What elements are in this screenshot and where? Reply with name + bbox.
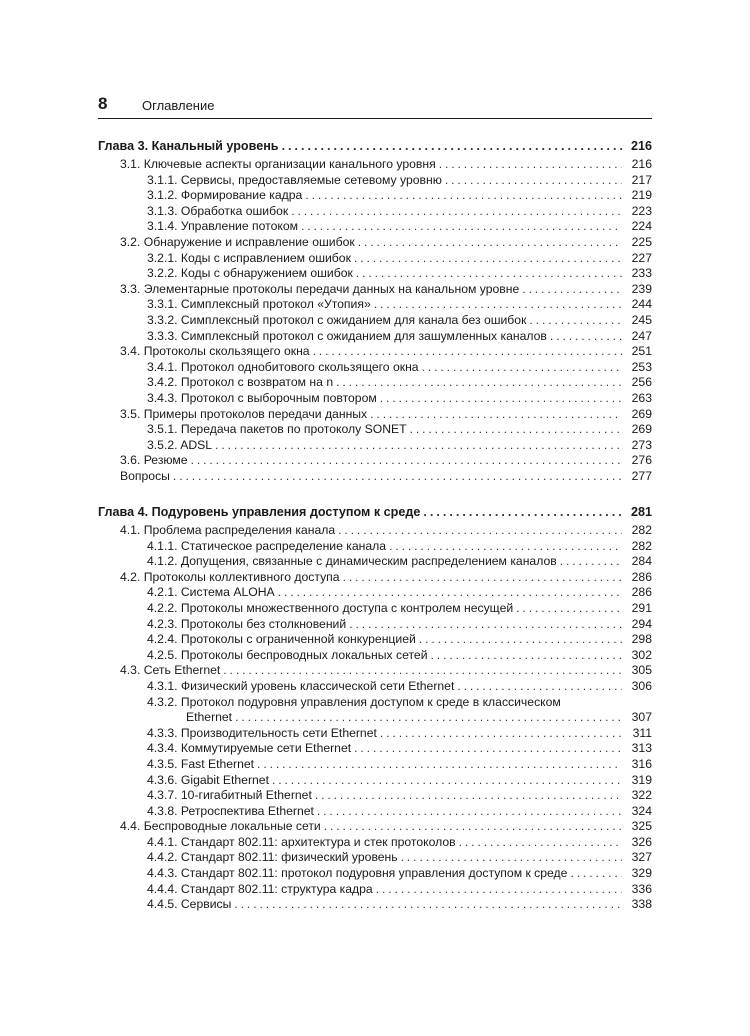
toc-entry[interactable]	[98, 617, 652, 633]
dot-leader	[349, 617, 622, 633]
dot-leader	[324, 819, 622, 835]
toc-entry[interactable]	[98, 757, 652, 773]
toc-entry[interactable]	[98, 788, 652, 804]
page-ref: 319	[622, 773, 652, 789]
toc-entry[interactable]	[98, 601, 652, 617]
entry-title: 4.3.5. Fast Ethernet	[147, 757, 257, 773]
chapter-title: Глава 4. Подуровень управления доступом к среде	[98, 503, 423, 521]
toc-entry[interactable]	[98, 188, 652, 204]
toc-entry[interactable]	[98, 570, 652, 586]
page-ref: 217	[622, 173, 652, 189]
toc-entry[interactable]	[98, 882, 652, 898]
entry-title: 3.2.2. Коды с обнаружением ошибок	[147, 266, 356, 282]
page-ref: 327	[622, 850, 652, 866]
page-ref: 225	[622, 235, 652, 251]
entry-title: 4.4.4. Стандарт 802.11: структура кадра	[147, 882, 376, 898]
dot-leader	[234, 897, 622, 913]
toc-entry[interactable]	[98, 648, 652, 664]
entry-title: 3.4. Протоколы скользящего окна	[120, 344, 313, 360]
toc-entry[interactable]	[98, 819, 652, 835]
toc-entry[interactable]	[98, 695, 652, 711]
dot-leader	[422, 360, 622, 376]
toc-entry[interactable]	[98, 329, 652, 345]
entry-title: 4.1.1. Статическое распределение канала	[147, 539, 389, 555]
page-ref: 227	[622, 251, 652, 267]
dot-leader	[343, 570, 622, 586]
toc-entry[interactable]	[98, 663, 652, 679]
page-ref: 286	[622, 585, 652, 601]
chapter-heading[interactable]	[98, 137, 652, 155]
page-ref: 325	[622, 819, 652, 835]
entry-title: 3.2.1. Коды с исправлением ошибок	[147, 251, 354, 267]
entry-title: 4.4.5. Сервисы	[147, 897, 234, 913]
page-ref: 311	[622, 726, 652, 742]
dot-leader	[317, 804, 622, 820]
toc-entry[interactable]	[98, 360, 652, 376]
dot-leader	[389, 539, 622, 555]
page-ref: 316	[622, 757, 652, 773]
page-ref: 338	[622, 897, 652, 913]
entry-title: 3.5.1. Передача пакетов по протоколу SONET	[147, 422, 410, 438]
entry-title: 4.4. Беспроводные локальные сети	[120, 819, 324, 835]
entry-title: 4.4.3. Стандарт 802.11: протокол подуровня управления доступом к среде	[147, 866, 570, 882]
page-ref: 216	[622, 137, 652, 155]
dot-leader	[529, 313, 622, 329]
entry-title: 3.3.2. Симплексный протокол с ожиданием для канала без ошибок	[147, 313, 529, 329]
toc-entry[interactable]	[98, 741, 652, 757]
entry-title: 3.1.3. Обработка ошибок	[147, 204, 291, 220]
entry-title: 4.3.1. Физический уровень классической сети Ethernet	[147, 679, 457, 695]
toc-entry[interactable]	[98, 235, 652, 251]
entry-title: 3.1. Ключевые аспекты организации канального уровня	[120, 157, 439, 173]
toc-entry[interactable]	[98, 679, 652, 695]
entry-title: 4.3.3. Производительность сети Ethernet	[147, 726, 380, 742]
toc-entry[interactable]	[98, 438, 652, 454]
dot-leader	[354, 741, 622, 757]
page-ref: 326	[622, 835, 652, 851]
toc-entry[interactable]	[98, 391, 652, 407]
entry-title: 3.4.3. Протокол с выборочным повтором	[147, 391, 380, 407]
page-ref: 298	[622, 632, 652, 648]
entry-title: 3.3. Элементарные протоколы передачи данных на канальном уровне	[120, 282, 522, 298]
dot-leader	[380, 726, 622, 742]
page-ref: 306	[622, 679, 652, 695]
dot-leader	[235, 710, 622, 726]
page-ref: 239	[622, 282, 652, 298]
entry-title: 4.2.5. Протоколы беспроводных локальных сетей	[147, 648, 431, 664]
dot-leader	[191, 453, 622, 469]
entry-title: 4.2. Протоколы коллективного доступа	[120, 570, 343, 586]
page-ref: 313	[622, 741, 652, 757]
page-ref: 256	[622, 375, 652, 391]
page-ref: 233	[622, 266, 652, 282]
dot-leader	[354, 251, 622, 267]
entry-title: 3.1.1. Сервисы, предоставляемые сетевому уровню	[147, 173, 445, 189]
page-ref: 216	[622, 157, 652, 173]
dot-leader	[301, 219, 622, 235]
running-title: Оглавление	[142, 98, 215, 113]
toc-entry-continuation[interactable]	[98, 710, 652, 726]
dot-leader	[457, 679, 622, 695]
toc-entry[interactable]	[98, 375, 652, 391]
page-ref: 276	[622, 453, 652, 469]
dot-leader	[522, 282, 622, 298]
entry-title: 4.3.7. 10-гигабитный Ethernet	[147, 788, 315, 804]
entry-title: 4.3.6. Gigabit Ethernet	[147, 773, 272, 789]
page-ref: 294	[622, 617, 652, 633]
dot-leader	[278, 585, 622, 601]
toc-entry[interactable]	[98, 632, 652, 648]
dot-leader	[215, 438, 622, 454]
page-ref: 219	[622, 188, 652, 204]
dot-leader	[374, 297, 622, 313]
dot-leader	[380, 391, 622, 407]
dot-leader	[550, 329, 622, 345]
toc-entry[interactable]	[98, 850, 652, 866]
page-ref: 281	[622, 503, 652, 521]
page-ref: 263	[622, 391, 652, 407]
page-ref: 302	[622, 648, 652, 664]
entry-title: 4.2.4. Протоколы с ограниченной конкуренцией	[147, 632, 419, 648]
dot-leader	[338, 523, 622, 539]
entry-title: 4.3.4. Коммутируемые сети Ethernet	[147, 741, 354, 757]
dot-leader	[560, 554, 622, 570]
entry-title: 4.2.2. Протоколы множественного доступа с контролем несущей	[147, 601, 516, 617]
dot-leader	[376, 882, 622, 898]
toc-entry[interactable]	[98, 173, 652, 189]
toc-entry[interactable]	[98, 523, 652, 539]
page-ref: 223	[622, 204, 652, 220]
page-ref: 247	[622, 329, 652, 345]
dot-leader	[439, 157, 622, 173]
dot-leader	[358, 235, 622, 251]
entry-title: 4.3. Сеть Ethernet	[120, 663, 223, 679]
toc-entry[interactable]	[98, 866, 652, 882]
dot-leader	[445, 173, 622, 189]
entry-title: 4.1.2. Допущения, связанные с динамическим распределением каналов	[147, 554, 560, 570]
entry-title: 3.4.1. Протокол однобитового скользящего окна	[147, 360, 422, 376]
page-ref: 282	[622, 539, 652, 555]
toc-entry[interactable]	[98, 297, 652, 313]
dot-leader	[370, 407, 622, 423]
dot-leader	[570, 866, 622, 882]
toc-entry[interactable]	[98, 282, 652, 298]
toc-entry[interactable]	[98, 266, 652, 282]
page-ref: 273	[622, 438, 652, 454]
entry-list	[98, 157, 652, 484]
entry-title: 3.5. Примеры протоколов передачи данных	[120, 407, 370, 423]
toc-entry[interactable]	[98, 726, 652, 742]
entry-title: 3.1.4. Управление потоком	[147, 219, 301, 235]
entry-title: 4.4.1. Стандарт 802.11: архитектура и стек протоколов	[147, 835, 459, 851]
toc-entry[interactable]	[98, 897, 652, 913]
toc-entry[interactable]	[98, 313, 652, 329]
entry-title: 3.6. Резюме	[120, 453, 191, 469]
entry-title: Вопросы	[120, 469, 173, 485]
toc-entry[interactable]	[98, 157, 652, 173]
page-ref: 307	[622, 710, 652, 726]
page-number: 8	[98, 94, 108, 113]
page-ref: 251	[622, 344, 652, 360]
entry-title-cont: Ethernet	[186, 710, 235, 726]
entry-title: 3.1.2. Формирование кадра	[147, 188, 305, 204]
page-ref: 286	[622, 570, 652, 586]
page-ref: 324	[622, 804, 652, 820]
toc-entry[interactable]	[98, 344, 652, 360]
dot-leader	[173, 469, 622, 485]
dot-leader	[356, 266, 622, 282]
dot-leader	[419, 632, 622, 648]
toc-entry[interactable]	[98, 219, 652, 235]
toc-entry[interactable]	[98, 422, 652, 438]
dot-leader	[291, 204, 622, 220]
dot-leader	[431, 648, 622, 664]
toc-entry[interactable]	[98, 804, 652, 820]
page-ref: 277	[622, 469, 652, 485]
entry-title: 3.5.2. ADSL	[147, 438, 215, 454]
dot-leader	[272, 773, 622, 789]
entry-title: 4.2.3. Протоколы без столкновений	[147, 617, 349, 633]
page-ref: 305	[622, 663, 652, 679]
entry-title: 4.4.2. Стандарт 802.11: физический уровень	[147, 850, 401, 866]
dot-leader	[423, 503, 622, 521]
toc-entry[interactable]	[98, 407, 652, 423]
page-ref: 336	[622, 882, 652, 898]
toc-entry[interactable]	[98, 539, 652, 555]
page-ref: 322	[622, 788, 652, 804]
entry-title: 4.1. Проблема распределения канала	[120, 523, 338, 539]
entry-title: 3.3.3. Симплексный протокол с ожиданием для зашумленных каналов	[147, 329, 550, 345]
dot-leader	[313, 344, 622, 360]
dot-leader	[257, 757, 622, 773]
toc-entry[interactable]	[98, 773, 652, 789]
dot-leader	[305, 188, 622, 204]
page-ref: 329	[622, 866, 652, 882]
page-ref: 291	[622, 601, 652, 617]
toc-entry[interactable]	[98, 554, 652, 570]
page-header	[98, 96, 652, 119]
dot-leader	[315, 788, 622, 804]
toc-entry[interactable]	[98, 585, 652, 601]
page-ref: 224	[622, 219, 652, 235]
toc-entry[interactable]	[98, 251, 652, 267]
entry-title: 3.3.1. Симплексный протокол «Утопия»	[147, 297, 374, 313]
page-ref: 269	[622, 422, 652, 438]
chapter-title: Глава 3. Канальный уровень	[98, 137, 282, 155]
dot-leader	[336, 375, 622, 391]
toc-entry[interactable]	[98, 204, 652, 220]
dot-leader	[401, 850, 622, 866]
page-ref: 269	[622, 407, 652, 423]
page-ref: 282	[622, 523, 652, 539]
toc-chapter-4	[98, 503, 652, 913]
dot-leader	[459, 835, 622, 851]
page-ref: 245	[622, 313, 652, 329]
toc-entry[interactable]	[98, 835, 652, 851]
entry-title: 3.4.2. Протокол с возвратом на n	[147, 375, 336, 391]
entry-list	[98, 523, 652, 913]
dot-leader	[282, 137, 622, 155]
dot-leader	[516, 601, 622, 617]
toc-chapter-3	[98, 137, 652, 484]
entry-title: 3.2. Обнаружение и исправление ошибок	[120, 235, 358, 251]
page-ref: 244	[622, 297, 652, 313]
toc-entry[interactable]	[98, 469, 652, 485]
page-ref: 253	[622, 360, 652, 376]
page-ref: 284	[622, 554, 652, 570]
entry-title: 4.2.1. Система ALOHA	[147, 585, 278, 601]
entry-title: 4.3.2. Протокол подуровня управления доступом к среде в классическом	[147, 695, 564, 711]
dot-leader	[410, 422, 622, 438]
entry-title: 4.3.8. Ретроспектива Ethernet	[147, 804, 317, 820]
toc-entry[interactable]	[98, 453, 652, 469]
chapter-heading[interactable]	[98, 503, 652, 521]
dot-leader	[223, 663, 622, 679]
